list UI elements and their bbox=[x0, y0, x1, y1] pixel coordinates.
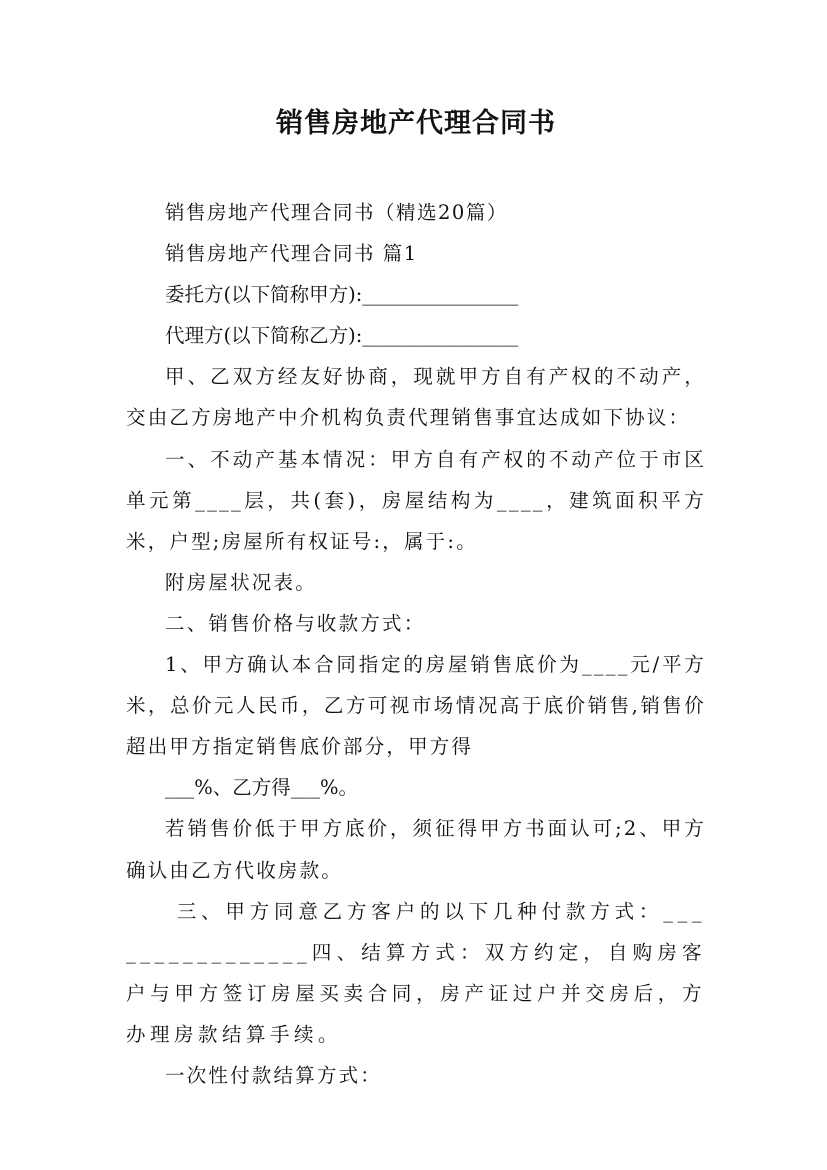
paragraph-intro: 甲、乙双方经友好协商，现就甲方自有产权的不动产，交由乙方房地产中介机构负责代理销售事宜达成如下协议： bbox=[126, 365, 706, 430]
paragraph-attachment: 附房屋状况表。 bbox=[165, 570, 317, 594]
document-title: 销售房地产代理合同书 bbox=[276, 108, 556, 139]
paragraph-price-terms: 1、甲方确认本合同指定的房屋销售底价为____元/平方米，总价元人民币，乙方可视市场情况高于底价销售,销售价超出甲方指定销售底价部分，甲方得 bbox=[126, 653, 706, 759]
document-body bbox=[126, 192, 706, 1096]
paragraph-section-heading: 销售房地产代理合同书 篇1 bbox=[165, 242, 418, 266]
paragraph-subtitle: 销售房地产代理合同书（精选20篇） bbox=[165, 201, 508, 224]
paragraph-agent: 代理方(以下简称乙方):________________ bbox=[165, 324, 519, 348]
paragraph-percentage-split: ___%、乙方得___%。 bbox=[165, 776, 359, 800]
paragraph-price-heading: 二、销售价格与收款方式： bbox=[165, 611, 426, 635]
paragraph-payment-settlement: 三、甲方同意乙方客户的以下几种付款方式：________________四、结算方式：双方约定，自购房客户与甲方签订房屋买卖合同，房产证过户并交房后，方办理房款结算手续。 bbox=[126, 899, 706, 1046]
paragraph-lump-sum: 一次性付款结算方式： bbox=[165, 1063, 383, 1087]
paragraph-low-price: 若销售价低于甲方底价，须征得甲方书面认可;2、甲方确认由乙方代收房款。 bbox=[126, 817, 706, 882]
paragraph-client: 委托方(以下简称甲方):________________ bbox=[165, 283, 519, 307]
paragraph-property-info: 一、不动产基本情况：甲方自有产权的不动产位于市区单元第____层，共(套)，房屋结构为____，建筑面积平方米，户型;房屋所有权证号:，属于:。 bbox=[126, 447, 706, 553]
